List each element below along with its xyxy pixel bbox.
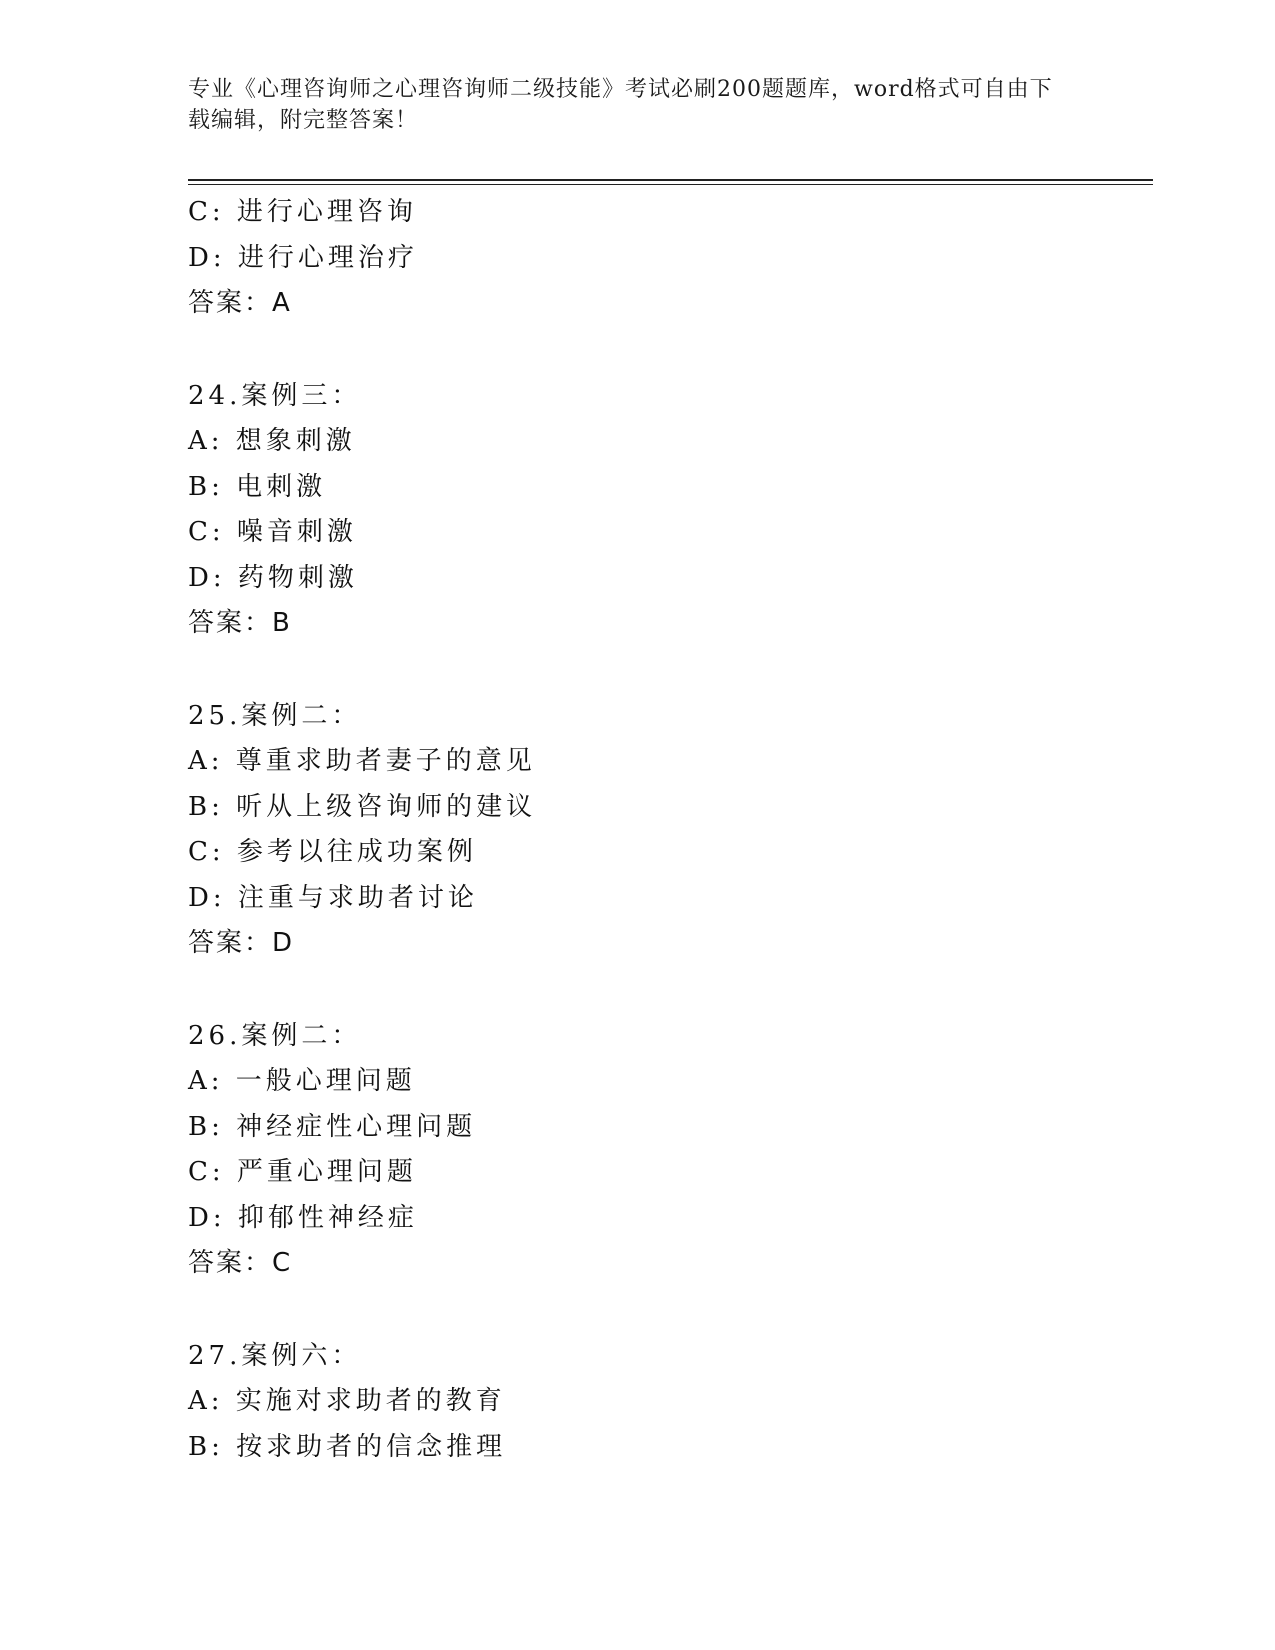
option-b: B: 神经症性心理问题 [188, 1111, 477, 1142]
question-title: 25.案例二： [188, 700, 362, 731]
option-c: C: 进行心理咨询 [188, 197, 417, 227]
document-header: 专业《心理咨询师之心理咨询师二级技能》考试必刷200题题库，word格式可自由下载编辑，附完整答案！ [188, 77, 1053, 133]
answer-line: 答案：C [188, 1248, 293, 1278]
question-title: 24.案例三： [188, 380, 362, 411]
option-b: B: 听从上级咨询师的建议 [188, 791, 537, 822]
answer-line: 答案：D [188, 928, 295, 958]
option-a: A: 想象刺激 [188, 426, 356, 456]
answer-line: 答案：A [188, 288, 292, 318]
question-title: 26.案例二： [188, 1020, 362, 1051]
answer-line: 答案：B [188, 608, 292, 638]
question-title: 27.案例六： [188, 1340, 362, 1371]
spacer [188, 327, 1148, 374]
option-c: C: 噪音刺激 [188, 517, 357, 547]
spacer [188, 647, 1148, 694]
option-a: A: 尊重求助者妻子的意见 [188, 746, 536, 776]
question-25 [188, 694, 1148, 967]
question-list [188, 190, 1148, 1470]
option-b: B: 电刺激 [188, 471, 327, 502]
question-24 [188, 374, 1148, 647]
header-divider-thick [188, 179, 1153, 181]
option-d: D: 注重与求助者讨论 [188, 882, 478, 913]
option-c: C: 参考以往成功案例 [188, 837, 477, 867]
option-c: C: 严重心理问题 [188, 1157, 417, 1187]
spacer [188, 1287, 1148, 1334]
question-26 [188, 1014, 1148, 1287]
option-a: A: 一般心理问题 [188, 1066, 416, 1096]
question-27 [188, 1334, 1148, 1471]
option-d: D: 抑郁性神经症 [188, 1202, 418, 1233]
header-divider-thin [188, 184, 1153, 185]
option-b: B: 按求助者的信念推理 [188, 1431, 507, 1462]
option-d: D: 药物刺激 [188, 562, 358, 593]
option-d: D: 进行心理治疗 [188, 242, 418, 273]
spacer [188, 967, 1148, 1014]
option-a: A: 实施对求助者的教育 [188, 1386, 506, 1416]
